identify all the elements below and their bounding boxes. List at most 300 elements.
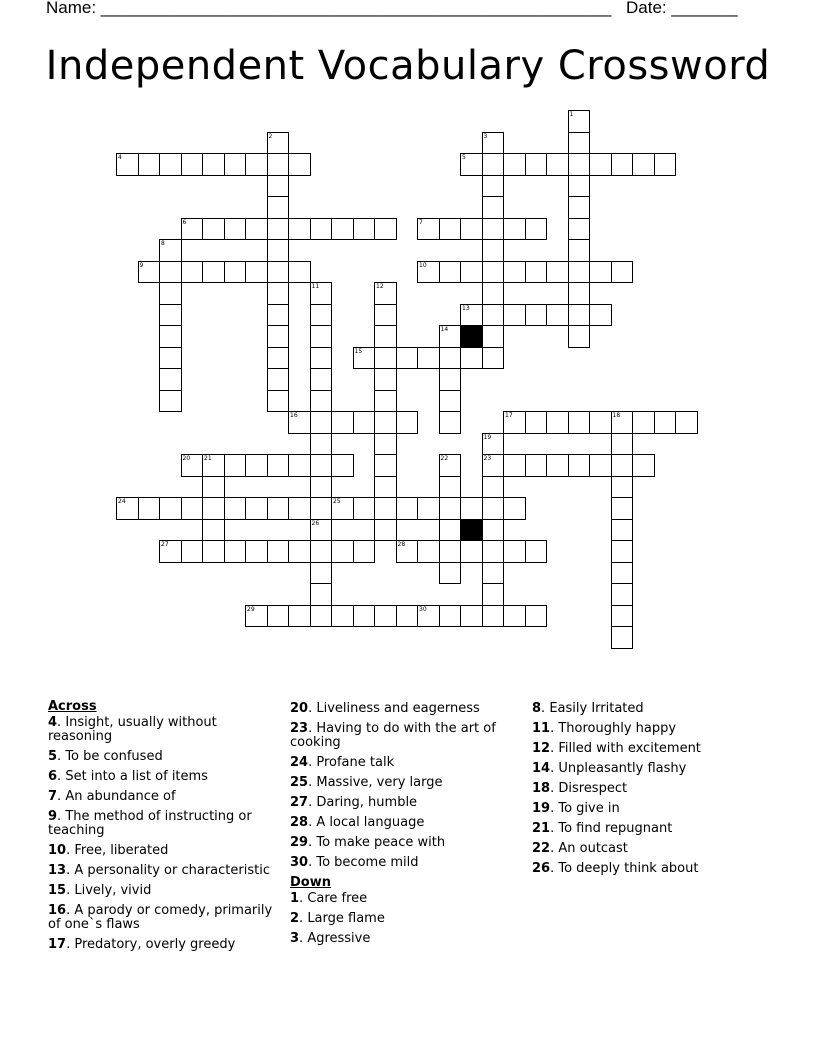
crossword-cell[interactable] xyxy=(331,218,354,241)
crossword-cell[interactable] xyxy=(482,583,505,606)
clue-text: Thoroughly happy xyxy=(558,721,677,736)
crossword-cell[interactable] xyxy=(439,519,462,542)
crossword-cell[interactable] xyxy=(310,540,333,563)
crossword-cell[interactable] xyxy=(460,540,483,563)
crossword-cell[interactable] xyxy=(353,605,376,628)
crossword-cell[interactable] xyxy=(310,562,333,585)
crossword-cell[interactable] xyxy=(482,196,505,219)
clue-number: 22 xyxy=(532,841,551,856)
crossword-cell[interactable] xyxy=(267,239,290,262)
crossword-cell[interactable] xyxy=(546,411,569,434)
crossword-cell[interactable] xyxy=(568,132,591,155)
crossword-cell[interactable] xyxy=(482,239,505,262)
clue-item: 16. A parody or comedy, primarily of one`s flaws xyxy=(48,903,273,932)
crossword-cell[interactable] xyxy=(503,454,526,477)
clue-item: 30. To become mild xyxy=(290,855,419,870)
crossword-cell[interactable] xyxy=(374,411,397,434)
clue-number: 7 xyxy=(48,789,58,804)
clue-number: 28 xyxy=(290,815,309,830)
crossword-cell[interactable] xyxy=(482,261,505,284)
crossword-cell[interactable] xyxy=(611,540,634,563)
clue-item: 11. Thoroughly happy xyxy=(532,721,677,736)
crossword-cell[interactable] xyxy=(439,390,462,413)
crossword-cell[interactable] xyxy=(439,540,462,563)
page-title: Independent Vocabulary Crossword xyxy=(45,43,771,89)
crossword-cell[interactable] xyxy=(310,583,333,606)
crossword-cell[interactable] xyxy=(503,605,526,628)
clue-text: Daring, humble xyxy=(316,795,418,810)
crossword-cell[interactable] xyxy=(310,476,333,499)
clue-text: Liveliness and eagerness xyxy=(316,701,480,716)
crossword-cell[interactable] xyxy=(611,562,634,585)
clue-item: 19. To give in xyxy=(532,801,620,816)
clue-text: To deeply think about xyxy=(558,861,699,876)
crossword-cell[interactable] xyxy=(546,261,569,284)
crossword-cell[interactable] xyxy=(159,325,182,348)
crossword-cell[interactable] xyxy=(417,540,440,563)
clue-number-label: 10 xyxy=(419,261,427,269)
crossword-cell[interactable] xyxy=(245,540,268,563)
crossword-cell[interactable] xyxy=(396,497,419,520)
crossword-cell[interactable] xyxy=(396,347,419,370)
section-heading-across: Across xyxy=(48,699,97,714)
crossword-cell[interactable] xyxy=(525,605,548,628)
crossword-cell[interactable] xyxy=(503,261,526,284)
clue-item: 14. Unpleasantly flashy xyxy=(532,761,687,776)
crossword-cell[interactable] xyxy=(568,304,591,327)
crossword-cell[interactable] xyxy=(568,175,591,198)
crossword-block xyxy=(460,519,483,542)
crossword-cell[interactable] xyxy=(482,347,505,370)
crossword-cell[interactable] xyxy=(267,196,290,219)
clue-number: 5 xyxy=(48,749,58,764)
clue-number: 19 xyxy=(532,801,551,816)
clue-item: 7. An abundance of xyxy=(48,789,176,804)
clue-number-label: 18 xyxy=(612,412,621,419)
clue-number: 15 xyxy=(48,883,67,898)
crossword-cell[interactable] xyxy=(589,261,612,284)
crossword-cell[interactable] xyxy=(181,497,204,520)
crossword-cell[interactable] xyxy=(159,390,182,413)
clue-column-3 xyxy=(532,702,764,882)
clue-text: Predatory, overly greedy xyxy=(74,937,236,952)
crossword-cell[interactable] xyxy=(503,218,526,241)
clue-number: 2 xyxy=(290,911,300,926)
clue-text: Unpleasantly flashy xyxy=(558,761,687,776)
crossword-cell[interactable] xyxy=(589,304,612,327)
crossword-cell[interactable] xyxy=(267,325,290,348)
clue-number-label: 29 xyxy=(247,605,255,613)
clue-text: To make peace with xyxy=(316,835,446,850)
crossword-cell[interactable] xyxy=(267,175,290,198)
crossword-cell[interactable] xyxy=(482,497,505,520)
crossword-cell[interactable] xyxy=(589,411,612,434)
crossword-cell[interactable] xyxy=(439,476,462,499)
crossword-cell[interactable] xyxy=(439,562,462,585)
crossword-cell[interactable] xyxy=(503,497,526,520)
crossword-cell[interactable] xyxy=(288,454,311,477)
clue-item: 1. Care free xyxy=(290,891,368,906)
crossword-cell[interactable] xyxy=(310,497,333,520)
crossword-cell[interactable] xyxy=(568,261,591,284)
crossword-cell[interactable] xyxy=(138,497,161,520)
crossword-cell[interactable] xyxy=(310,411,333,434)
clue-number-label: 26 xyxy=(311,519,320,527)
crossword-cell[interactable] xyxy=(310,605,333,628)
crossword-cell[interactable] xyxy=(202,153,225,176)
crossword-cell[interactable] xyxy=(482,282,505,305)
crossword-cell[interactable] xyxy=(460,261,483,284)
clue-text: An outcast xyxy=(558,841,628,856)
crossword-cell[interactable] xyxy=(288,497,311,520)
crossword-cell[interactable] xyxy=(568,282,591,305)
crossword-cell[interactable] xyxy=(417,497,440,520)
crossword-cell[interactable] xyxy=(417,347,440,370)
clue-number: 4 xyxy=(48,715,58,730)
crossword-cell[interactable] xyxy=(439,261,462,284)
clue-number-label: 13 xyxy=(462,304,470,312)
crossword-cell[interactable] xyxy=(267,347,290,370)
crossword-cell[interactable] xyxy=(159,153,182,176)
clue-number: 20 xyxy=(290,701,309,716)
crossword-cell[interactable] xyxy=(482,153,505,176)
crossword-cell[interactable] xyxy=(374,325,397,348)
crossword-cell[interactable] xyxy=(568,196,591,219)
crossword-cell[interactable] xyxy=(374,519,397,542)
clue-number-label: 30 xyxy=(419,605,427,613)
crossword-cell[interactable] xyxy=(482,218,505,241)
clue-number: 29 xyxy=(290,835,309,850)
crossword-cell[interactable] xyxy=(460,497,483,520)
crossword-cell[interactable] xyxy=(374,497,397,520)
clue-number: 16 xyxy=(48,903,67,918)
crossword-cell[interactable] xyxy=(374,454,397,477)
crossword-cell[interactable] xyxy=(482,562,505,585)
clue-number: 26 xyxy=(532,861,551,876)
crossword-cell[interactable] xyxy=(310,368,333,391)
clue-number: 24 xyxy=(290,755,309,770)
crossword-cell[interactable] xyxy=(503,153,526,176)
clue-text: Filled with excitement xyxy=(558,741,701,756)
crossword-cell[interactable] xyxy=(374,347,397,370)
crossword-cell[interactable] xyxy=(611,454,634,477)
crossword-cell[interactable] xyxy=(202,519,225,542)
crossword-cell[interactable] xyxy=(310,218,333,241)
crossword-cell[interactable] xyxy=(267,304,290,327)
crossword-cell[interactable] xyxy=(611,583,634,606)
crossword-cell[interactable] xyxy=(202,261,225,284)
clue-number: 27 xyxy=(290,795,309,810)
clue-text: Lively, vivid xyxy=(74,883,152,898)
crossword-cell[interactable] xyxy=(202,218,225,241)
crossword-cell[interactable] xyxy=(611,261,634,284)
crossword-cell[interactable] xyxy=(546,454,569,477)
crossword-cell[interactable] xyxy=(138,153,161,176)
crossword-cell[interactable] xyxy=(374,304,397,327)
crossword-cell[interactable] xyxy=(482,304,505,327)
crossword-cell[interactable] xyxy=(654,153,677,176)
crossword-cell[interactable] xyxy=(482,175,505,198)
crossword-cell[interactable] xyxy=(374,476,397,499)
clue-number-label: 14 xyxy=(440,326,449,333)
crossword-cell[interactable] xyxy=(310,454,333,477)
crossword-cell[interactable] xyxy=(439,218,462,241)
clue-item: 5. To be confused xyxy=(48,749,163,764)
clue-number: 10 xyxy=(48,843,67,858)
clue-item: 15. Lively, vivid xyxy=(48,883,152,898)
clue-number-label: 7 xyxy=(419,218,423,226)
clue-number: 11 xyxy=(532,721,551,736)
crossword-cell[interactable] xyxy=(310,347,333,370)
crossword-cell[interactable] xyxy=(396,605,419,628)
clue-number-label: 28 xyxy=(397,541,406,548)
clue-text: Large flame xyxy=(307,911,385,926)
crossword-cell[interactable] xyxy=(632,153,655,176)
crossword-cell[interactable] xyxy=(331,411,354,434)
crossword-cell[interactable] xyxy=(245,454,268,477)
clue-number-label: 20 xyxy=(182,455,191,462)
clue-number-label: 2 xyxy=(268,132,273,140)
crossword-cell[interactable] xyxy=(374,368,397,391)
crossword-cell[interactable] xyxy=(568,454,591,477)
crossword-cell[interactable] xyxy=(181,540,204,563)
crossword-block xyxy=(460,325,483,348)
clue-number-label: 25 xyxy=(333,498,341,505)
crossword-cell[interactable] xyxy=(159,261,182,284)
crossword-cell[interactable] xyxy=(589,454,612,477)
crossword-cell[interactable] xyxy=(310,433,333,456)
crossword-cell[interactable] xyxy=(396,411,419,434)
clue-item: 28. A local language xyxy=(290,815,425,830)
crossword-cell[interactable] xyxy=(224,454,247,477)
clue-item: 23. Having to do with the art of cooking xyxy=(290,721,496,750)
clue-text: Insight, usually without reasoning xyxy=(48,715,217,744)
clue-number: 21 xyxy=(532,821,551,836)
crossword-cell[interactable] xyxy=(267,605,290,628)
crossword-cell[interactable] xyxy=(654,411,677,434)
clue-item: 29. To make peace with xyxy=(290,835,446,850)
clue-item: 9. The method of instructing or teaching xyxy=(48,809,252,838)
clue-text: A parody or comedy, primarily of one`s flaws xyxy=(48,903,273,932)
clue-number-label: 6 xyxy=(182,218,187,226)
clue-text: Massive, very large xyxy=(316,775,443,790)
clue-number-label: 22 xyxy=(440,455,449,462)
crossword-cell[interactable] xyxy=(159,497,182,520)
name-field-line[interactable]: Name: ______________________________________________________ xyxy=(46,0,612,17)
clue-number: 14 xyxy=(532,761,551,776)
crossword-cell[interactable] xyxy=(439,497,462,520)
crossword-cell[interactable] xyxy=(310,390,333,413)
clue-text: Having to do with the art of cooking xyxy=(290,721,496,750)
clue-number-label: 11 xyxy=(311,283,320,290)
crossword-cell[interactable] xyxy=(159,347,182,370)
clue-number: 13 xyxy=(48,863,67,878)
crossword-cell[interactable] xyxy=(525,454,548,477)
crossword-cell[interactable] xyxy=(568,239,591,262)
clue-number: 30 xyxy=(290,855,309,870)
clue-number: 18 xyxy=(532,781,551,796)
crossword-cell[interactable] xyxy=(611,519,634,542)
crossword-cell[interactable] xyxy=(611,153,634,176)
clue-item: 26. To deeply think about xyxy=(532,861,699,876)
crossword-cell[interactable] xyxy=(159,368,182,391)
crossword-cell[interactable] xyxy=(267,261,290,284)
crossword-cell[interactable] xyxy=(181,261,204,284)
crossword-cell[interactable] xyxy=(439,411,462,434)
crossword-cell[interactable] xyxy=(245,261,268,284)
clue-item: 18. Disrespect xyxy=(532,781,628,796)
crossword-cell[interactable] xyxy=(460,605,483,628)
clue-item: 20. Liveliness and eagerness xyxy=(290,701,480,716)
clue-number-label: 21 xyxy=(204,455,212,462)
crossword-cell[interactable] xyxy=(503,540,526,563)
crossword-cell[interactable] xyxy=(525,540,548,563)
crossword-cell[interactable] xyxy=(159,304,182,327)
clue-number: 8 xyxy=(532,701,542,716)
crossword-cell[interactable] xyxy=(611,605,634,628)
crossword-cell[interactable] xyxy=(439,605,462,628)
clue-text: Profane talk xyxy=(316,755,395,770)
crossword-cell[interactable] xyxy=(525,153,548,176)
clue-number-label: 19 xyxy=(483,433,492,441)
crossword-cell[interactable] xyxy=(224,153,247,176)
crossword-cell[interactable] xyxy=(310,304,333,327)
clue-item: 17. Predatory, overly greedy xyxy=(48,937,236,952)
crossword-cell[interactable] xyxy=(202,540,225,563)
crossword-cell[interactable] xyxy=(525,261,548,284)
clue-number-label: 5 xyxy=(462,154,466,161)
clue-item: 10. Free, liberated xyxy=(48,843,169,858)
crossword-cell[interactable] xyxy=(331,454,354,477)
crossword-cell[interactable] xyxy=(267,218,290,241)
clue-number-label: 1 xyxy=(569,111,574,118)
clue-item: 25. Massive, very large xyxy=(290,775,443,790)
crossword-cell[interactable] xyxy=(460,347,483,370)
clue-text: An abundance of xyxy=(65,789,176,804)
clue-item: 2. Large flame xyxy=(290,911,385,926)
crossword-cell[interactable] xyxy=(331,540,354,563)
crossword-cell[interactable] xyxy=(288,605,311,628)
crossword-cell[interactable] xyxy=(310,325,333,348)
crossword-cell[interactable] xyxy=(374,218,397,241)
crossword-cell[interactable] xyxy=(568,218,591,241)
crossword-cell[interactable] xyxy=(245,497,268,520)
crossword-cell[interactable] xyxy=(482,540,505,563)
crossword-cell[interactable] xyxy=(224,497,247,520)
clue-text: Care free xyxy=(307,891,368,906)
crossword-cell[interactable] xyxy=(288,540,311,563)
clue-item: 8. Easily Irritated xyxy=(532,701,644,716)
crossword-cell[interactable] xyxy=(288,261,311,284)
crossword-cell[interactable] xyxy=(353,540,376,563)
crossword-cell[interactable] xyxy=(267,368,290,391)
crossword-cell[interactable] xyxy=(245,153,268,176)
crossword-cell[interactable] xyxy=(267,390,290,413)
date-field-line[interactable]: Date: _______ xyxy=(626,0,738,17)
clue-item: 24. Profane talk xyxy=(290,755,395,770)
clue-text: Agressive xyxy=(307,931,371,946)
clue-number: 12 xyxy=(532,741,551,756)
crossword-cell[interactable] xyxy=(224,540,247,563)
crossword-cell[interactable] xyxy=(482,519,505,542)
crossword-cell[interactable] xyxy=(611,476,634,499)
clue-number-label: 15 xyxy=(354,347,363,355)
crossword-cell[interactable] xyxy=(632,411,655,434)
crossword-cell[interactable] xyxy=(267,153,290,176)
clue-text: A personality or characteristic xyxy=(74,863,270,878)
clue-item: 21. To find repugnant xyxy=(532,821,673,836)
crossword-cell[interactable] xyxy=(439,368,462,391)
crossword-cell[interactable] xyxy=(611,497,634,520)
crossword-cell[interactable] xyxy=(482,325,505,348)
clue-number: 9 xyxy=(48,809,58,824)
crossword-cell[interactable] xyxy=(503,304,526,327)
clue-number: 23 xyxy=(290,721,309,736)
clue-number-label: 27 xyxy=(161,541,169,548)
crossword-cell[interactable] xyxy=(353,497,376,520)
crossword-cell[interactable] xyxy=(181,153,204,176)
crossword-cell[interactable] xyxy=(675,411,698,434)
crossword-cell[interactable] xyxy=(267,282,290,305)
clue-column-2 xyxy=(290,702,522,952)
crossword-cell[interactable] xyxy=(267,454,290,477)
crossword-cell[interactable] xyxy=(202,476,225,499)
crossword-cell[interactable] xyxy=(224,218,247,241)
crossword-cell[interactable] xyxy=(331,605,354,628)
crossword-cell[interactable] xyxy=(525,218,548,241)
clue-number-label: 4 xyxy=(118,154,122,161)
crossword-cell[interactable] xyxy=(374,605,397,628)
crossword-cell[interactable] xyxy=(159,282,182,305)
crossword-cell[interactable] xyxy=(353,218,376,241)
crossword-cell[interactable] xyxy=(353,411,376,434)
crossword-cell[interactable] xyxy=(611,626,634,649)
clue-text: Easily Irritated xyxy=(549,701,644,716)
crossword-cell[interactable] xyxy=(245,218,268,241)
crossword-cell[interactable] xyxy=(439,347,462,370)
crossword-cell[interactable] xyxy=(482,605,505,628)
clue-number-label: 16 xyxy=(290,412,298,419)
crossword-cell[interactable] xyxy=(202,497,225,520)
crossword-cell[interactable] xyxy=(546,153,569,176)
crossword-cell[interactable] xyxy=(374,390,397,413)
crossword-cell[interactable] xyxy=(546,304,569,327)
clue-text: The method of instructing or teaching xyxy=(48,809,252,838)
clue-item: 13. A personality or characteristic xyxy=(48,863,270,878)
crossword-cell[interactable] xyxy=(568,411,591,434)
crossword-cell[interactable] xyxy=(525,304,548,327)
crossword-cell[interactable] xyxy=(482,476,505,499)
crossword-cell[interactable] xyxy=(267,497,290,520)
crossword-cell[interactable] xyxy=(611,433,634,456)
clue-text: A local language xyxy=(316,815,425,830)
crossword-cell[interactable] xyxy=(374,433,397,456)
crossword-cell[interactable] xyxy=(525,411,548,434)
crossword-cell[interactable] xyxy=(267,540,290,563)
crossword-cell[interactable] xyxy=(460,218,483,241)
crossword-cell[interactable] xyxy=(568,325,591,348)
crossword-cell[interactable] xyxy=(568,153,591,176)
clue-item: 22. An outcast xyxy=(532,841,628,856)
clue-text: Free, liberated xyxy=(74,843,169,858)
crossword-cell[interactable] xyxy=(288,218,311,241)
crossword-cell[interactable] xyxy=(224,261,247,284)
clue-text: To be confused xyxy=(65,749,163,764)
clue-text: To become mild xyxy=(316,855,419,870)
crossword-cell[interactable] xyxy=(589,153,612,176)
crossword-cell[interactable] xyxy=(288,153,311,176)
crossword-cell[interactable] xyxy=(632,454,655,477)
